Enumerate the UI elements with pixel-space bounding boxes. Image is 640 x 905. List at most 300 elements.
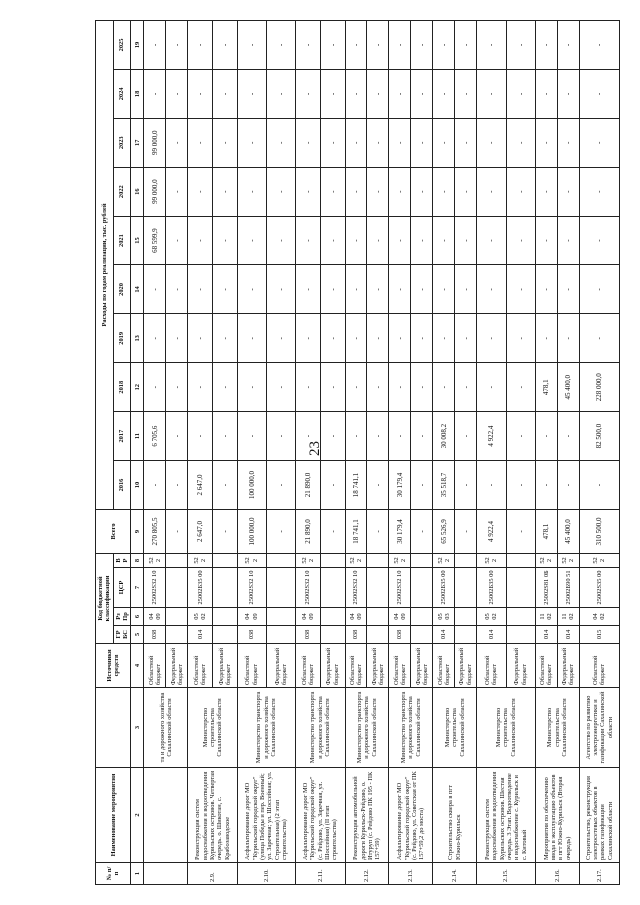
year-value: - [411, 412, 433, 461]
year-value: - [320, 412, 345, 461]
row-activity-name: Реконструкция систем водоснабжения и водоотведения Курильских островов. Шестая очередь. 3 Этап. Водоотведение и водоснабжение с. Курильск и с. Китовый [477, 768, 535, 863]
year-value: - [320, 216, 345, 265]
kbk-rzpr [213, 608, 238, 626]
year-value: - [166, 21, 188, 70]
row-number [144, 863, 188, 885]
row-executor: Министерство транспорта и дорожного хозяйства Сахалинской области [345, 688, 389, 768]
kbk-csr [367, 568, 389, 608]
row-executor: Министерство строительства Сахалинской области [535, 688, 579, 768]
year-value: - [535, 265, 557, 314]
kbk-csr: 25002S32 10 [345, 568, 367, 608]
kbk-vr [266, 553, 295, 567]
year-value: - [455, 265, 477, 314]
year-value: - [144, 314, 166, 363]
kbk-grbs [367, 626, 389, 644]
kbk-grbs [166, 626, 188, 644]
year-value: 228 000,0 [579, 363, 619, 412]
year-value: 478,1 [535, 363, 557, 412]
year-value: - [166, 69, 188, 118]
year-value: - [237, 167, 266, 216]
table-row [477, 21, 506, 885]
total-value: 4 922,4 [477, 509, 506, 553]
total-value: 2 647,0 [188, 509, 213, 553]
year-value: 4 922,4 [477, 412, 506, 461]
row-number: 2.12. [345, 863, 389, 885]
year-value: - [144, 69, 166, 118]
year-value: - [213, 461, 238, 510]
header-executor [96, 688, 131, 768]
total-value: 45 400,0 [557, 509, 579, 553]
rotated-table-wrapper [95, 20, 620, 885]
year-value: - [320, 21, 345, 70]
row-executor: та и дорожного хозяйства Сахалинской области [144, 688, 188, 768]
kbk-vr: 52 2 [345, 553, 367, 567]
year-value: - [389, 69, 411, 118]
year-value: - [296, 314, 321, 363]
year-value: - [144, 461, 166, 510]
column-number: 4 [131, 644, 144, 688]
year-value: - [411, 21, 433, 70]
header-year: 2021 [113, 216, 131, 265]
kbk-grbs [455, 626, 477, 644]
year-value: - [433, 363, 455, 412]
kbk-grbs: 038 [389, 626, 411, 644]
year-value: - [557, 314, 579, 363]
kbk-rzpr [411, 608, 433, 626]
row-executor: Министерство транспорта и дорожного хозяйства Сахалинской области [296, 688, 345, 768]
year-value: - [579, 118, 619, 167]
kbk-vr: 52 2 [188, 553, 213, 567]
year-value: - [266, 118, 295, 167]
kbk-csr: 25002S32 10 [389, 568, 411, 608]
year-value: - [266, 167, 295, 216]
year-value: - [296, 167, 321, 216]
year-value: - [345, 167, 367, 216]
year-value: - [535, 118, 557, 167]
year-value: - [296, 265, 321, 314]
year-value: - [213, 314, 238, 363]
year-value: - [506, 216, 535, 265]
year-value: - [579, 21, 619, 70]
year-value: - [166, 363, 188, 412]
year-value: - [266, 265, 295, 314]
year-value: - [188, 363, 213, 412]
funding-source: Федеральный бюджет [367, 644, 389, 688]
column-number: 12 [131, 363, 144, 412]
year-value: - [320, 461, 345, 510]
column-number: 7 [131, 568, 144, 608]
kbk-rzpr [367, 608, 389, 626]
year-value: - [213, 118, 238, 167]
row-executor: Министерство строительства Сахалинской области [477, 688, 535, 768]
year-value: 21 890,0 [296, 461, 321, 510]
year-value: - [557, 461, 579, 510]
table-row [389, 21, 411, 885]
funding-source: Областной бюджет [389, 644, 411, 688]
year-value: - [320, 363, 345, 412]
kbk-vr: 52 2 [579, 553, 619, 567]
year-value: 82 500,0 [579, 412, 619, 461]
kbk-csr [166, 568, 188, 608]
year-value: - [455, 314, 477, 363]
row-executor: Агентство по развитию электроэнергетики и газификации Сахалинской области [579, 688, 619, 768]
header-total: Всего [96, 509, 131, 553]
total-value: - [320, 509, 345, 553]
header-year: 2022 [113, 167, 131, 216]
row-number: 2.11. [296, 863, 345, 885]
row-number: 2.16. [535, 863, 579, 885]
year-value: - [477, 69, 506, 118]
year-value: 18 741,1 [345, 461, 367, 510]
total-value: - [213, 509, 238, 553]
kbk-csr: 25002Б35 00 [477, 568, 506, 608]
kbk-rzpr: 04 09 [144, 608, 166, 626]
kbk-vr [367, 553, 389, 567]
year-value: - [237, 363, 266, 412]
year-value: - [579, 216, 619, 265]
total-value: 310 500,0 [579, 509, 619, 553]
kbk-rzpr [320, 608, 345, 626]
year-value: - [477, 167, 506, 216]
year-value: - [367, 216, 389, 265]
year-value: - [389, 314, 411, 363]
year-value: 68 599,9 [144, 216, 166, 265]
kbk-grbs: 038 [237, 626, 266, 644]
funding-source: Федеральный бюджет [266, 644, 295, 688]
year-value: - [367, 265, 389, 314]
table-row [296, 21, 321, 885]
year-value: - [535, 167, 557, 216]
year-value: - [345, 265, 367, 314]
kbk-rzpr: 04 09 [296, 608, 321, 626]
year-value: - [535, 216, 557, 265]
kbk-rzpr: 11 02 [557, 608, 579, 626]
table-row [237, 21, 266, 885]
year-value: - [455, 216, 477, 265]
total-value: - [266, 509, 295, 553]
year-value: - [411, 69, 433, 118]
total-value: - [367, 509, 389, 553]
year-value: - [433, 69, 455, 118]
funding-source: Областной бюджет [237, 644, 266, 688]
year-value: - [477, 265, 506, 314]
row-activity-name [144, 768, 188, 863]
kbk-csr: 25002S32 10 [296, 568, 321, 608]
row-executor: Министерство транспорта и дорожного хозяйства Сахалинской области [237, 688, 295, 768]
year-value: - [345, 412, 367, 461]
page-number: 23 [307, 441, 323, 456]
kbk-grbs: 014 [477, 626, 506, 644]
kbk-rzpr [166, 608, 188, 626]
year-value: - [213, 21, 238, 70]
year-value: - [296, 118, 321, 167]
year-value: - [213, 216, 238, 265]
year-value: - [367, 21, 389, 70]
year-value: - [166, 314, 188, 363]
row-executor: Министерство строительства Сахалинской области [433, 688, 477, 768]
kbk-vr [506, 553, 535, 567]
kbk-vr: 52 2 [535, 553, 557, 567]
year-value: - [320, 167, 345, 216]
kbk-csr: 25002Б35 00 [188, 568, 213, 608]
column-number: 10 [131, 461, 144, 510]
year-value: - [237, 118, 266, 167]
year-value: 6 705,6 [144, 412, 166, 461]
year-value: - [367, 167, 389, 216]
year-value: - [557, 69, 579, 118]
kbk-grbs: 014 [433, 626, 455, 644]
kbk-rzpr: 04 09 [389, 608, 411, 626]
funding-source: Федеральный бюджет [506, 644, 535, 688]
kbk-rzpr: 04 09 [345, 608, 367, 626]
year-value: - [188, 314, 213, 363]
kbk-grbs [320, 626, 345, 644]
year-value: - [389, 167, 411, 216]
year-value: - [296, 412, 321, 461]
year-value: - [455, 21, 477, 70]
year-value: - [296, 363, 321, 412]
row-activity-name: Асфальтирование дорог МО "Курильский городской округ" (с. Рейдово, ул. Советская от ПК 157+59,2 до моста) [389, 768, 433, 863]
kbk-grbs: 014 [188, 626, 213, 644]
header-year: 2023 [113, 118, 131, 167]
year-value: - [213, 69, 238, 118]
kbk-vr [411, 553, 433, 567]
year-value: - [237, 412, 266, 461]
row-activity-name: Строительство сквера в пгт Южно-Курильск [433, 768, 477, 863]
year-value: - [579, 461, 619, 510]
year-value: - [237, 314, 266, 363]
column-number: 18 [131, 69, 144, 118]
year-value: - [455, 363, 477, 412]
year-value: - [188, 118, 213, 167]
year-value: - [506, 265, 535, 314]
kbk-csr: 25002S35 00 [579, 568, 619, 608]
kbk-grbs: 038 [345, 626, 367, 644]
year-value: - [477, 363, 506, 412]
kbk-csr [320, 568, 345, 608]
year-value: - [237, 265, 266, 314]
funding-source: Федеральный бюджет [166, 644, 188, 688]
header-name: Наименование мероприятия [96, 768, 131, 863]
column-number: 9 [131, 509, 144, 553]
column-number: 17 [131, 118, 144, 167]
column-number: 5 [131, 626, 144, 644]
year-value: - [389, 216, 411, 265]
year-value: - [433, 167, 455, 216]
year-value: - [345, 21, 367, 70]
total-value: 100 000,0 [237, 509, 266, 553]
year-value: - [188, 167, 213, 216]
header-year: 2020 [113, 265, 131, 314]
table-row [144, 21, 166, 885]
funding-source: Областной бюджет [477, 644, 506, 688]
year-value: - [389, 21, 411, 70]
year-value: - [213, 167, 238, 216]
year-value: - [557, 216, 579, 265]
year-value: - [506, 69, 535, 118]
year-value: - [411, 461, 433, 510]
year-value: - [296, 69, 321, 118]
row-activity-name: Реконструкция систем водоснабжения и водоотведения Курильских островов. Четвертая очередь. о. Шикотан, с. Крабозаводское [188, 768, 237, 863]
total-value: 65 526,9 [433, 509, 455, 553]
year-value: - [188, 69, 213, 118]
row-activity-name: Асфальтирование дорог МО "Курильский городской округ" (с. Рейдово, ул. Заречная, ул. Шоссейная) (II этап строительства) [296, 768, 345, 863]
year-value: - [411, 265, 433, 314]
funding-source: Областной бюджет [579, 644, 619, 688]
year-value: - [213, 363, 238, 412]
row-activity-name: Реконструкция автомобильной дороги Курильск-Рейдово, о. Итуруп (с. Рейдово ПК 195 - ПК 157+59) [345, 768, 389, 863]
year-value: - [477, 118, 506, 167]
row-activity-name: Мероприятия по обеспечению ввода в эксплуатацию объектов в пгт Южно-Курильск (Вторая очередь) [535, 768, 579, 863]
year-value: - [266, 461, 295, 510]
year-value: - [237, 69, 266, 118]
year-value: - [188, 216, 213, 265]
year-value: - [389, 363, 411, 412]
year-value: - [144, 363, 166, 412]
year-value: 45 400,0 [557, 363, 579, 412]
year-value: - [237, 216, 266, 265]
kbk-vr: 52 2 [477, 553, 506, 567]
funding-source: Федеральный бюджет [557, 644, 579, 688]
year-value: - [213, 265, 238, 314]
year-value: 30 008,2 [433, 412, 455, 461]
table-row [345, 21, 367, 885]
year-value: - [345, 314, 367, 363]
year-value: - [266, 412, 295, 461]
year-value: - [266, 314, 295, 363]
kbk-rzpr [506, 608, 535, 626]
year-value: - [579, 167, 619, 216]
year-value: - [188, 412, 213, 461]
kbk-vr: 52 2 [389, 553, 411, 567]
kbk-vr [455, 553, 477, 567]
kbk-grbs [213, 626, 238, 644]
year-value: - [345, 69, 367, 118]
kbk-csr: 25002Б90 51 [557, 568, 579, 608]
header-year: 2018 [113, 363, 131, 412]
total-value: 30 179,4 [389, 509, 411, 553]
year-value: - [389, 265, 411, 314]
year-value: - [557, 265, 579, 314]
funding-source: Областной бюджет [535, 644, 557, 688]
year-value: 100 000,0 [237, 461, 266, 510]
total-value: 270 805,5 [144, 509, 166, 553]
year-value: - [535, 21, 557, 70]
total-value: - [411, 509, 433, 553]
year-value: - [367, 118, 389, 167]
kbk-csr [213, 568, 238, 608]
year-value: - [367, 314, 389, 363]
total-value: - [166, 509, 188, 553]
kbk-csr: 25002S81 0Б [535, 568, 557, 608]
year-value: - [506, 461, 535, 510]
year-value: - [166, 216, 188, 265]
kbk-vr: 52 2 [237, 553, 266, 567]
column-number: 2 [131, 768, 144, 863]
total-value: - [506, 509, 535, 553]
year-value: - [144, 21, 166, 70]
year-value: - [433, 21, 455, 70]
year-value: - [367, 461, 389, 510]
kbk-csr [506, 568, 535, 608]
year-value: 35 518,7 [433, 461, 455, 510]
year-value: - [213, 412, 238, 461]
table-row [579, 21, 619, 885]
year-value: - [477, 21, 506, 70]
year-value: - [455, 167, 477, 216]
year-value: - [266, 216, 295, 265]
funding-source: Областной бюджет [188, 644, 213, 688]
column-number: 11 [131, 412, 144, 461]
year-value: - [367, 69, 389, 118]
row-activity-name: Асфальтирование дорог МО "Курильский городской округ" (улица Победы и пер. Военный; ул. Заречная; ул. Шоссейная; ул. Строительная) (2 этап строительства) [237, 768, 295, 863]
year-value: - [411, 167, 433, 216]
kbk-csr: 25002S32 10 [144, 568, 166, 608]
year-value: - [506, 412, 535, 461]
table-row [535, 21, 557, 885]
kbk-csr [455, 568, 477, 608]
kbk-csr [411, 568, 433, 608]
kbk-rzpr: 05 02 [188, 608, 213, 626]
header-kbk-col: В Р [113, 553, 131, 567]
year-value: - [166, 167, 188, 216]
year-value: - [166, 412, 188, 461]
header-years-group: Расходы по годам реализации, тыс. рублей [96, 21, 114, 510]
year-value: - [296, 216, 321, 265]
year-value: - [506, 118, 535, 167]
year-value: - [506, 314, 535, 363]
column-number: 19 [131, 21, 144, 70]
column-number: 3 [131, 688, 144, 768]
column-number: 13 [131, 314, 144, 363]
year-value: - [433, 216, 455, 265]
kbk-grbs: 038 [144, 626, 166, 644]
year-value: - [506, 167, 535, 216]
year-value: - [345, 216, 367, 265]
year-value: - [535, 69, 557, 118]
kbk-rzpr [266, 608, 295, 626]
year-value: - [266, 21, 295, 70]
year-value: - [166, 265, 188, 314]
year-value: 2 647,0 [188, 461, 213, 510]
kbk-rzpr: 04 09 [237, 608, 266, 626]
kbk-csr [266, 568, 295, 608]
year-value: - [266, 69, 295, 118]
year-value: - [144, 265, 166, 314]
year-value: - [166, 461, 188, 510]
year-value: - [320, 118, 345, 167]
row-number: 2.14. [433, 863, 477, 885]
funding-source: Областной бюджет [433, 644, 455, 688]
header-kbk-col: ГР БС [113, 626, 131, 644]
row-number: 2.15. [477, 863, 535, 885]
header-kbk: Код бюджетной классификации [96, 553, 114, 643]
year-value: - [320, 314, 345, 363]
column-number: 8 [131, 553, 144, 567]
kbk-rzpr: 05 03 [433, 608, 455, 626]
year-value: - [433, 265, 455, 314]
year-value: - [389, 412, 411, 461]
kbk-rzpr: 04 02 [579, 608, 619, 626]
total-value: 478,1 [535, 509, 557, 553]
year-value: - [411, 118, 433, 167]
year-value: - [535, 461, 557, 510]
header-year: 2025 [113, 21, 131, 70]
total-value: 18 741,1 [345, 509, 367, 553]
year-value: - [237, 21, 266, 70]
kbk-rzpr [455, 608, 477, 626]
header-year: 2017 [113, 412, 131, 461]
